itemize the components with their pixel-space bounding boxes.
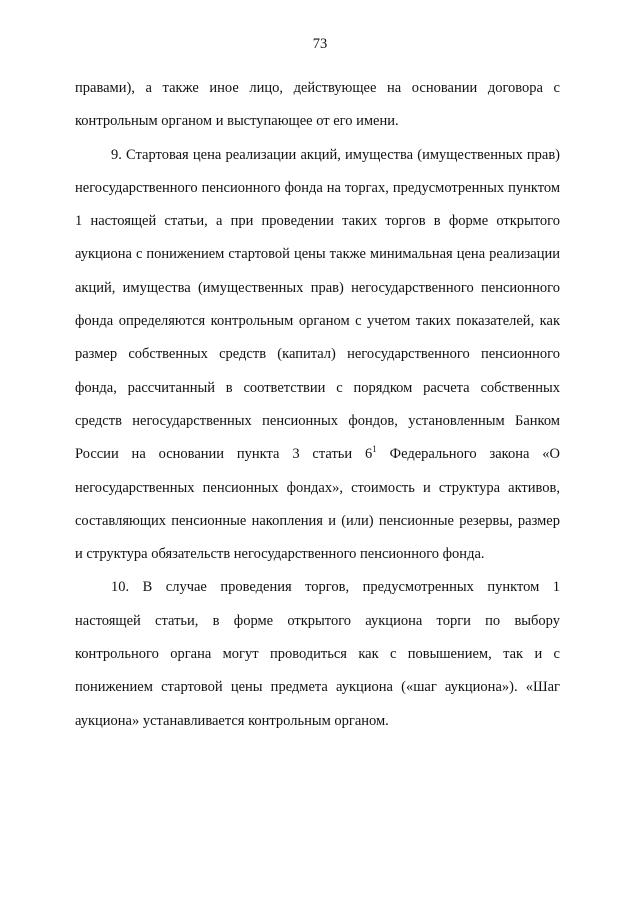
paragraph-9-text-continued: Федерального закона «О негосударственных пенсионных фондах», стоимость и структура активов, составляющих пенсионные накопления и (или) пенсионные резервы, размер и структура обязательств негосударственного пенсионного фонда. <box>75 446 560 563</box>
paragraph-9-superscript: 1 <box>372 444 377 455</box>
paragraph-10: 10. В случае проведения торгов, предусмотренных пунктом 1 настоящей статьи, в форме открытого аукциона торги по выбору контрольного органа могут проводиться как с повышением, так и с понижением стартовой цены предмета аукциона («шаг аукциона»). «Шаг аукциона» устанавливается контрольным органом. <box>75 579 560 729</box>
paragraph-9 <box>75 139 560 572</box>
paragraph-continued: правами), а также иное лицо, действующее на основании договора с контрольным органом и выступающее от его имени. <box>75 80 560 130</box>
paragraph-9-text: 9. Стартовая цена реализации акций, имущества (имущественных прав) негосударственного пенсионного фонда на торгах, предусмотренных пунктом 1 настоящей статьи, а при проведении таких торгов в форме открытого аукциона с понижением стартовой цены также минимальная цена реализации акций, имущества (имущественных прав) негосударственного пенсионного фонда определяются контрольным органом с учетом таких показателей, как размер собственных средств (капитал) негосударственного пенсионного фонда, рассчитанный в соответствии с порядком расчета собственных средств негосударственных пенсионных фондов, установленным Банком России на основании пункта 3 статьи 6 <box>75 146 560 463</box>
document-body <box>75 72 560 738</box>
page-number: 73 <box>312 36 328 52</box>
